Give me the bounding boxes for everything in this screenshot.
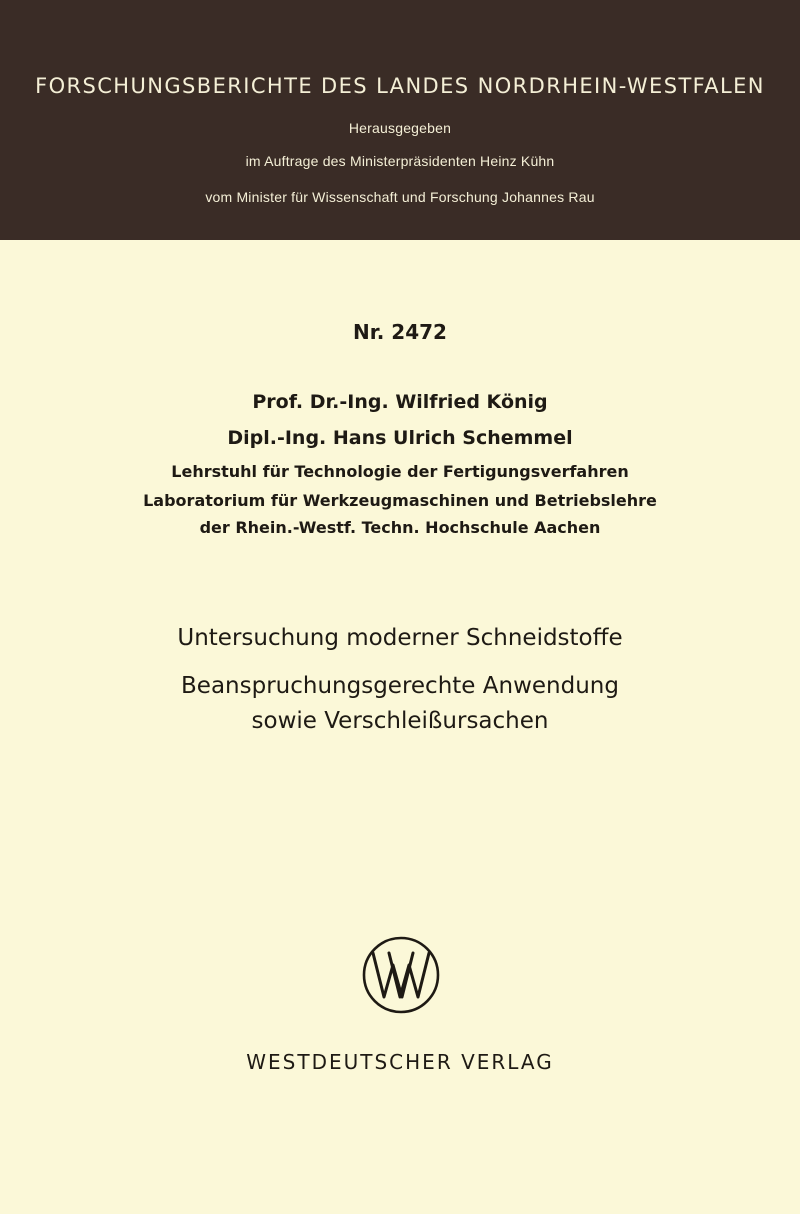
author-2: Dipl.-Ing. Hans Ulrich Schemmel xyxy=(227,427,573,449)
editor-line: Herausgegeben xyxy=(348,120,452,136)
title-line-3: sowie Verschleißursachen xyxy=(251,708,549,734)
report-number: Nr. 2472 xyxy=(353,320,447,344)
ww-circle-logo-icon xyxy=(361,935,441,1015)
institution-line-2: Laboratorium für Werkzeugmaschinen und Betriebslehre xyxy=(143,491,657,510)
header-band xyxy=(0,0,800,240)
publisher-name: WESTDEUTSCHER VERLAG xyxy=(246,1050,554,1074)
title-line-2: Beanspruchungsgerechte Anwendung xyxy=(181,673,619,699)
series-title: FORSCHUNGSBERICHTE DES LANDES NORDRHEIN-WESTFALEN xyxy=(35,74,765,98)
commission-line: im Auftrage des Ministerpräsidenten Heinz Kühn xyxy=(245,153,555,169)
title-line-1: Untersuchung moderner Schneidstoffe xyxy=(177,625,623,651)
author-1: Prof. Dr.-Ing. Wilfried König xyxy=(252,391,548,413)
institution-line-1: Lehrstuhl für Technologie der Fertigungsverfahren xyxy=(171,462,629,481)
institution-line-3: der Rhein.-Westf. Techn. Hochschule Aachen xyxy=(199,518,601,537)
minister-line: vom Minister für Wissenschaft und Forschung Johannes Rau xyxy=(205,189,595,205)
